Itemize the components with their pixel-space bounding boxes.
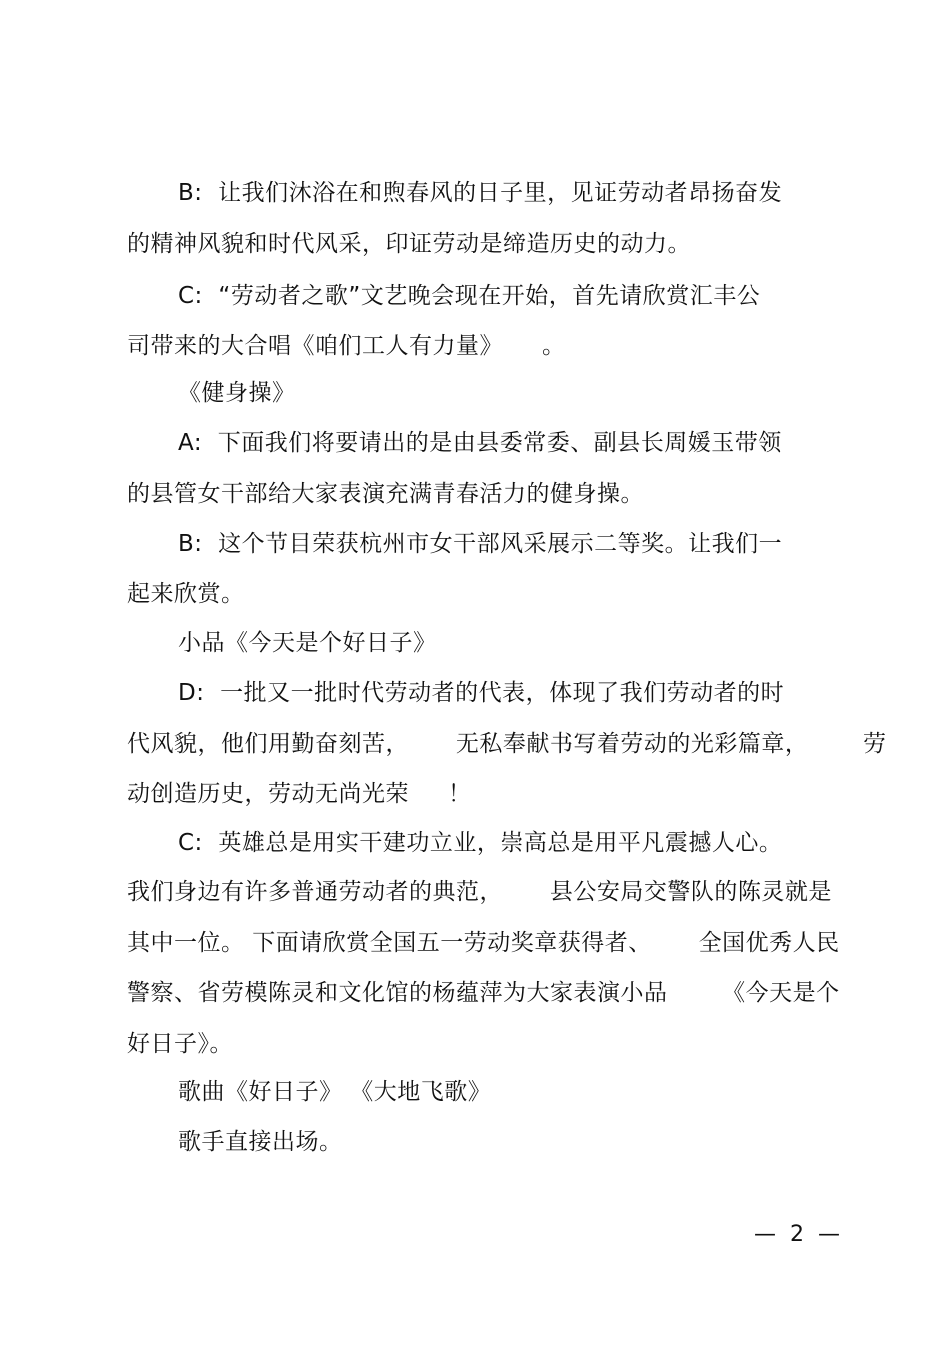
text-line: 起来欣赏。 (127, 581, 245, 607)
text-line: 警察、省劳模陈灵和文化馆的杨蕴萍为大家表演小品 《今天是个 (127, 980, 840, 1006)
text-line: 的县管女干部给大家表演充满青春活力的健身操。 (127, 481, 644, 507)
text-line: 好日子》。 (127, 1031, 233, 1057)
section-heading: 小品《今天是个好日子》 (178, 630, 437, 656)
text-line: 司带来的大合唱《咱们工人有力量》 。 (127, 333, 566, 359)
text-line: 我们身边有许多普通劳动者的典范， 县公安局交警队的陈灵就是 (127, 879, 832, 905)
text-line: C: 英雄总是用实干建功立业，崇高总是用平凡震撼人心。 (178, 830, 783, 856)
section-heading: 歌曲《好日子》 《大地飞歌》 (178, 1079, 492, 1105)
text-line: D: 一批又一批时代劳动者的代表，体现了我们劳动者的时 (178, 680, 785, 706)
text-line: 歌手直接出场。 (178, 1129, 343, 1155)
text-line: A: 下面我们将要请出的是由县委常委、副县长周媛玉带领 (178, 430, 782, 456)
section-heading: 《健身操》 (178, 380, 296, 406)
text-line: 其中一位。 下面请欣赏全国五一劳动奖章获得者、 全国优秀人民 (127, 930, 840, 956)
text-line: 动创造历史，劳动无尚光荣 ！ (127, 781, 472, 807)
text-line: 的精神风貌和时代风采，印证劳动是缔造历史的动力。 (127, 231, 691, 257)
text-line: 代风貌，他们用勤奋刻苦， 无私奉献书写着劳动的光彩篇章， 劳 (127, 731, 887, 757)
page-number: — 2 — (754, 1222, 840, 1247)
text-line: B: 这个节目荣获杭州市女干部风采展示二等奖。让我们一 (178, 531, 783, 557)
text-line: C: “劳动者之歌”文艺晚会现在开始，首先请欣赏汇丰公 (178, 283, 761, 309)
text-line: B: 让我们沐浴在和煦春风的日子里，见证劳动者昂扬奋发 (178, 180, 783, 206)
